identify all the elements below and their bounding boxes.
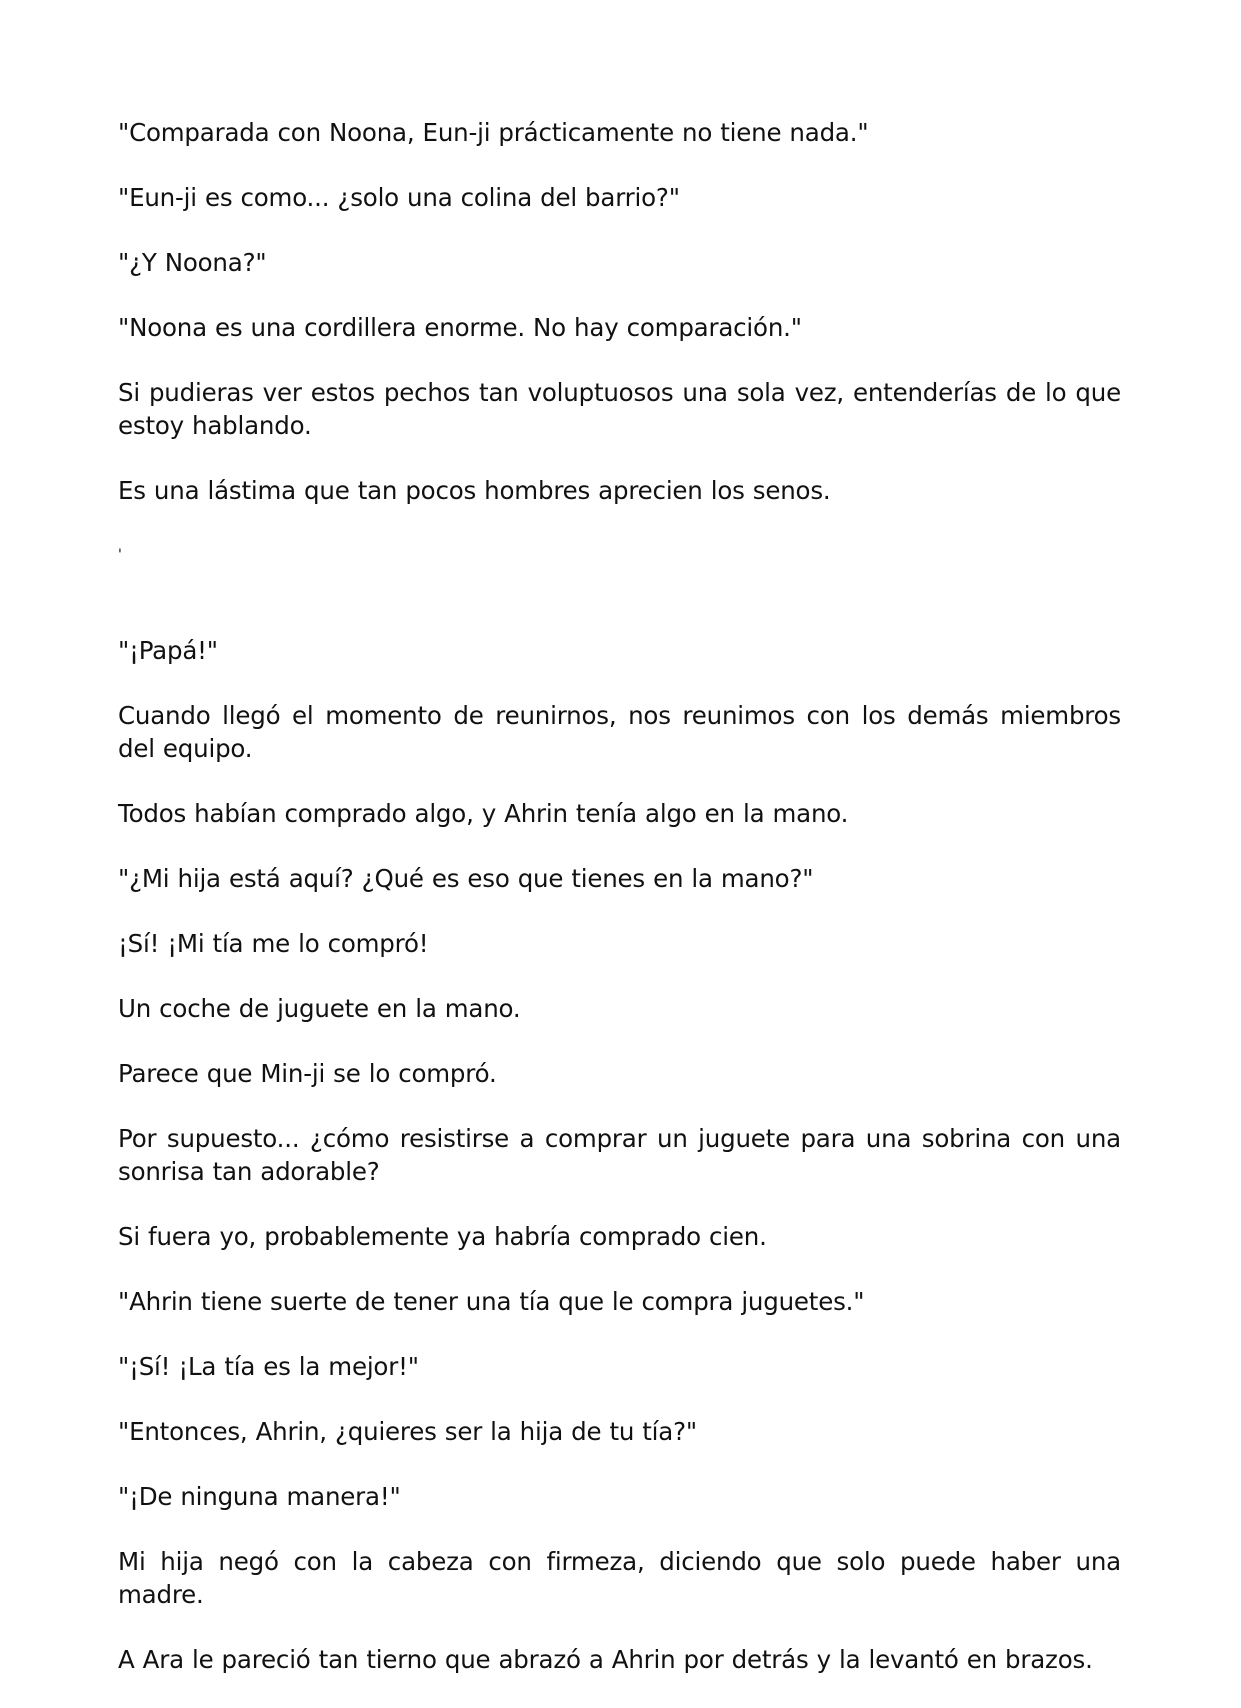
document-body: [118, 116, 1121, 1708]
paragraph: A Ara le pareció tan tierno que abrazó a Ahrin por detrás y la levantó en brazos.: [118, 1645, 1093, 1674]
paragraph: Todos habían comprado algo, y Ahrin tenía algo en la mano.: [118, 799, 849, 828]
paragraph: Si fuera yo, probablemente ya habría comprado cien.: [118, 1222, 767, 1251]
paragraph: "Eun-ji es como... ¿solo una colina del barrio?": [118, 183, 680, 212]
paragraph: "Comparada con Noona, Eun-ji prácticamente no tiene nada.": [118, 118, 869, 147]
paragraph: Un coche de juguete en la mano.: [118, 994, 521, 1023]
paragraph: Es una lástima que tan pocos hombres aprecien los senos.: [118, 476, 831, 505]
paragraph: Por supuesto... ¿cómo resistirse a comprar un juguete para una sobrina con una sonrisa tan adorable?: [118, 1124, 1121, 1186]
paragraph: Cuando llegó el momento de reunirnos, nos reunimos con los demás miembros del equipo.: [118, 701, 1121, 763]
paragraph: "¡De ninguna manera!": [118, 1482, 401, 1511]
paragraph: "¡Sí! ¡La tía es la mejor!": [118, 1352, 419, 1381]
paragraph: Parece que Min-ji se lo compró.: [118, 1059, 497, 1088]
paragraph: "¿Mi hija está aquí? ¿Qué es eso que tienes en la mano?": [118, 864, 814, 893]
paragraph: "Noona es una cordillera enorme. No hay comparación.": [118, 313, 802, 342]
paragraph: "¿Y Noona?": [118, 248, 267, 277]
scene-break-mark: ': [118, 547, 122, 563]
paragraph: "¡Papá!": [118, 636, 218, 665]
paragraph: "Ahrin tiene suerte de tener una tía que le compra juguetes.": [118, 1287, 865, 1316]
paragraph: Mi hija negó con la cabeza con firmeza, diciendo que solo puede haber una madre.: [118, 1547, 1121, 1609]
paragraph: "Entonces, Ahrin, ¿quieres ser la hija de tu tía?": [118, 1417, 697, 1446]
paragraph: Si pudieras ver estos pechos tan voluptuosos una sola vez, entenderías de lo que estoy hablando.: [118, 378, 1121, 440]
paragraph: ¡Sí! ¡Mi tía me lo compró!: [118, 929, 429, 958]
